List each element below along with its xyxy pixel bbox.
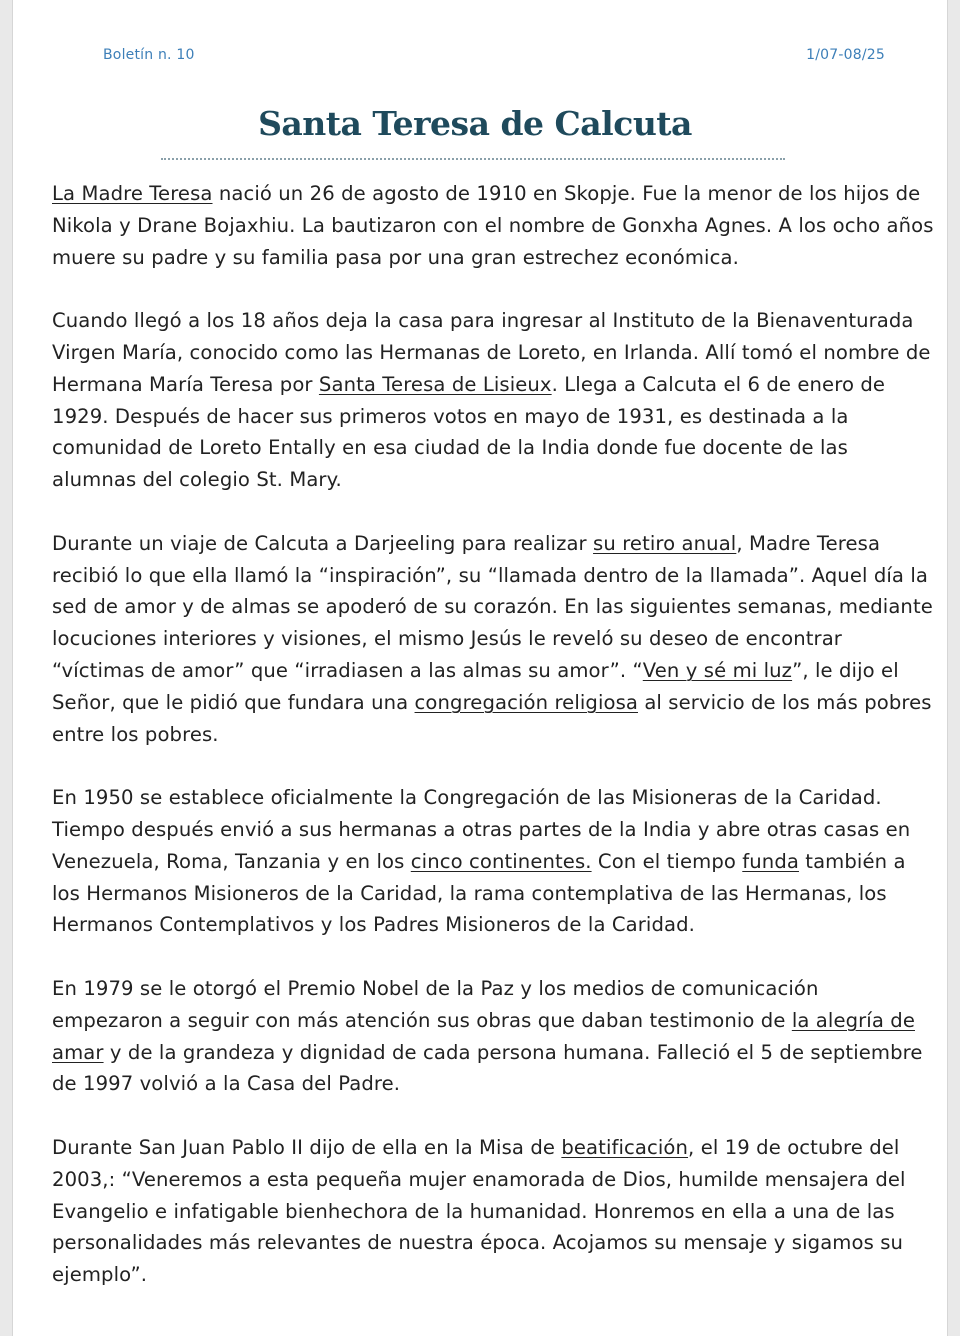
paragraph-6-text-a: Durante San Juan Pablo II dijo de ella en la Misa de — [52, 1135, 562, 1159]
paragraph-3 — [52, 528, 934, 751]
paragraph-4-text-a: En 1950 se establece oficialmente la Congregación de las Misioneras de la Caridad. Tiempo después envió a sus hermanas a otras partes de la India y abre otras casas en Venezuela, Roma, Tanzania y en los — [52, 786, 911, 873]
paragraph-3-text-d: al servicio de los más pobres entre los pobres. — [52, 690, 932, 746]
link-retiro-anual[interactable]: su retiro anual — [593, 531, 737, 555]
bulletin-number: Boletín n. 10 — [103, 47, 195, 63]
paragraph-2-text-a: Cuando llegó a los 18 años deja la casa para ingresar al Instituto de la Bienaventurada Virgen María, conocido como las Hermanas de Loreto, en Irlanda. Allí tomó el nombre de Hermana María Teresa por — [52, 309, 931, 396]
paragraph-4-text-c: también a los Hermanos Misioneros de la Caridad, la rama contemplativa de las Hermanas, los Hermanos Contemplativos y los Padres Misioneros de la Caridad. — [52, 849, 906, 937]
paragraph-3-text-c: ”, le dijo el Señor, que le pidió que fundara una — [52, 658, 899, 714]
paragraph-6 — [52, 1132, 934, 1291]
link-alegria-de-amar[interactable]: la alegría de amar — [52, 1008, 915, 1064]
link-santa-teresa-lisieux[interactable]: Santa Teresa de Lisieux — [318, 372, 552, 396]
paragraph-5-text-b: y de la grandeza y dignidad de cada persona humana. Falleció el 5 de septiembre de 1997 volvió a la Casa del Padre. — [52, 1040, 923, 1096]
paragraph-1-text: nació un 26 de agosto de 1910 en Skopje. Fue la menor de los hijos de Nikola y Drane Bojaxhiu. La bautizaron con el nombre de Gonxha Agnes. A los ocho años muere su padre y su familia pasa por una gran estrechez económica. — [52, 182, 934, 269]
paragraph-1 — [52, 178, 934, 273]
paragraph-3-text-a: Durante un viaje de Calcuta a Darjeeling para realizar — [52, 531, 594, 555]
paragraph-4 — [52, 782, 934, 941]
link-cinco-continentes[interactable]: cinco continentes. — [410, 849, 592, 873]
document-page — [12, 0, 948, 1336]
link-congregacion-religiosa[interactable]: congregación religiosa — [414, 690, 638, 714]
link-madre-teresa[interactable]: La Madre Teresa — [52, 182, 213, 205]
paragraph-2-text-b: . Llega a Calcuta el 6 de enero de 1929. Después de hacer sus primeros votos en mayo de 1931, es destinada a la comunidad de Loreto Entally en esa ciudad de la India donde fue docente de las alumnas del colegio St. Mary. — [52, 372, 886, 492]
paragraph-3-text-b: , Madre Teresa recibió lo que ella llamó la “inspiración”, su “llamada dentro de la llamada”. Aquel día la sed de amor y de almas se apoderó de su corazón. En las siguientes semanas, mediante locuciones interiores y visiones, el mismo Jesús le reveló su deseo de encontrar “víctimas de amor” que “irradiasen a las almas su amor”. “ — [52, 531, 933, 682]
paragraph-4-text-b: Con el tiempo — [591, 849, 743, 873]
title-divider — [161, 158, 785, 160]
link-beatificacion[interactable]: beatificación — [561, 1135, 689, 1159]
link-funda[interactable]: funda — [742, 849, 799, 873]
paragraph-2 — [52, 305, 934, 496]
bulletin-dates: 1/07-08/25 — [806, 47, 885, 63]
link-ven-y-se-mi-luz[interactable]: Ven y sé mi luz — [642, 658, 793, 682]
paragraph-5-text-a: En 1979 se le otorgó el Premio Nobel de la Paz y los medios de comunicación empezaron a seguir con más atención sus obras que daban testimonio de — [52, 976, 819, 1032]
page-title: Santa Teresa de Calcuta — [258, 104, 692, 143]
paragraph-6-text-b: , el 19 de octubre del 2003,: “Veneremos a esta pequeña mujer enamorada de Dios, humilde mensajera del Evangelio e infatigable bienhechora de la humanidad. Honremos en ella a una de las personalidades más relevantes de nuestra época. Acojamos su mensaje y sigamos su ejemplo”. — [52, 1135, 906, 1287]
article-body — [52, 178, 934, 1323]
paragraph-5 — [52, 973, 934, 1100]
